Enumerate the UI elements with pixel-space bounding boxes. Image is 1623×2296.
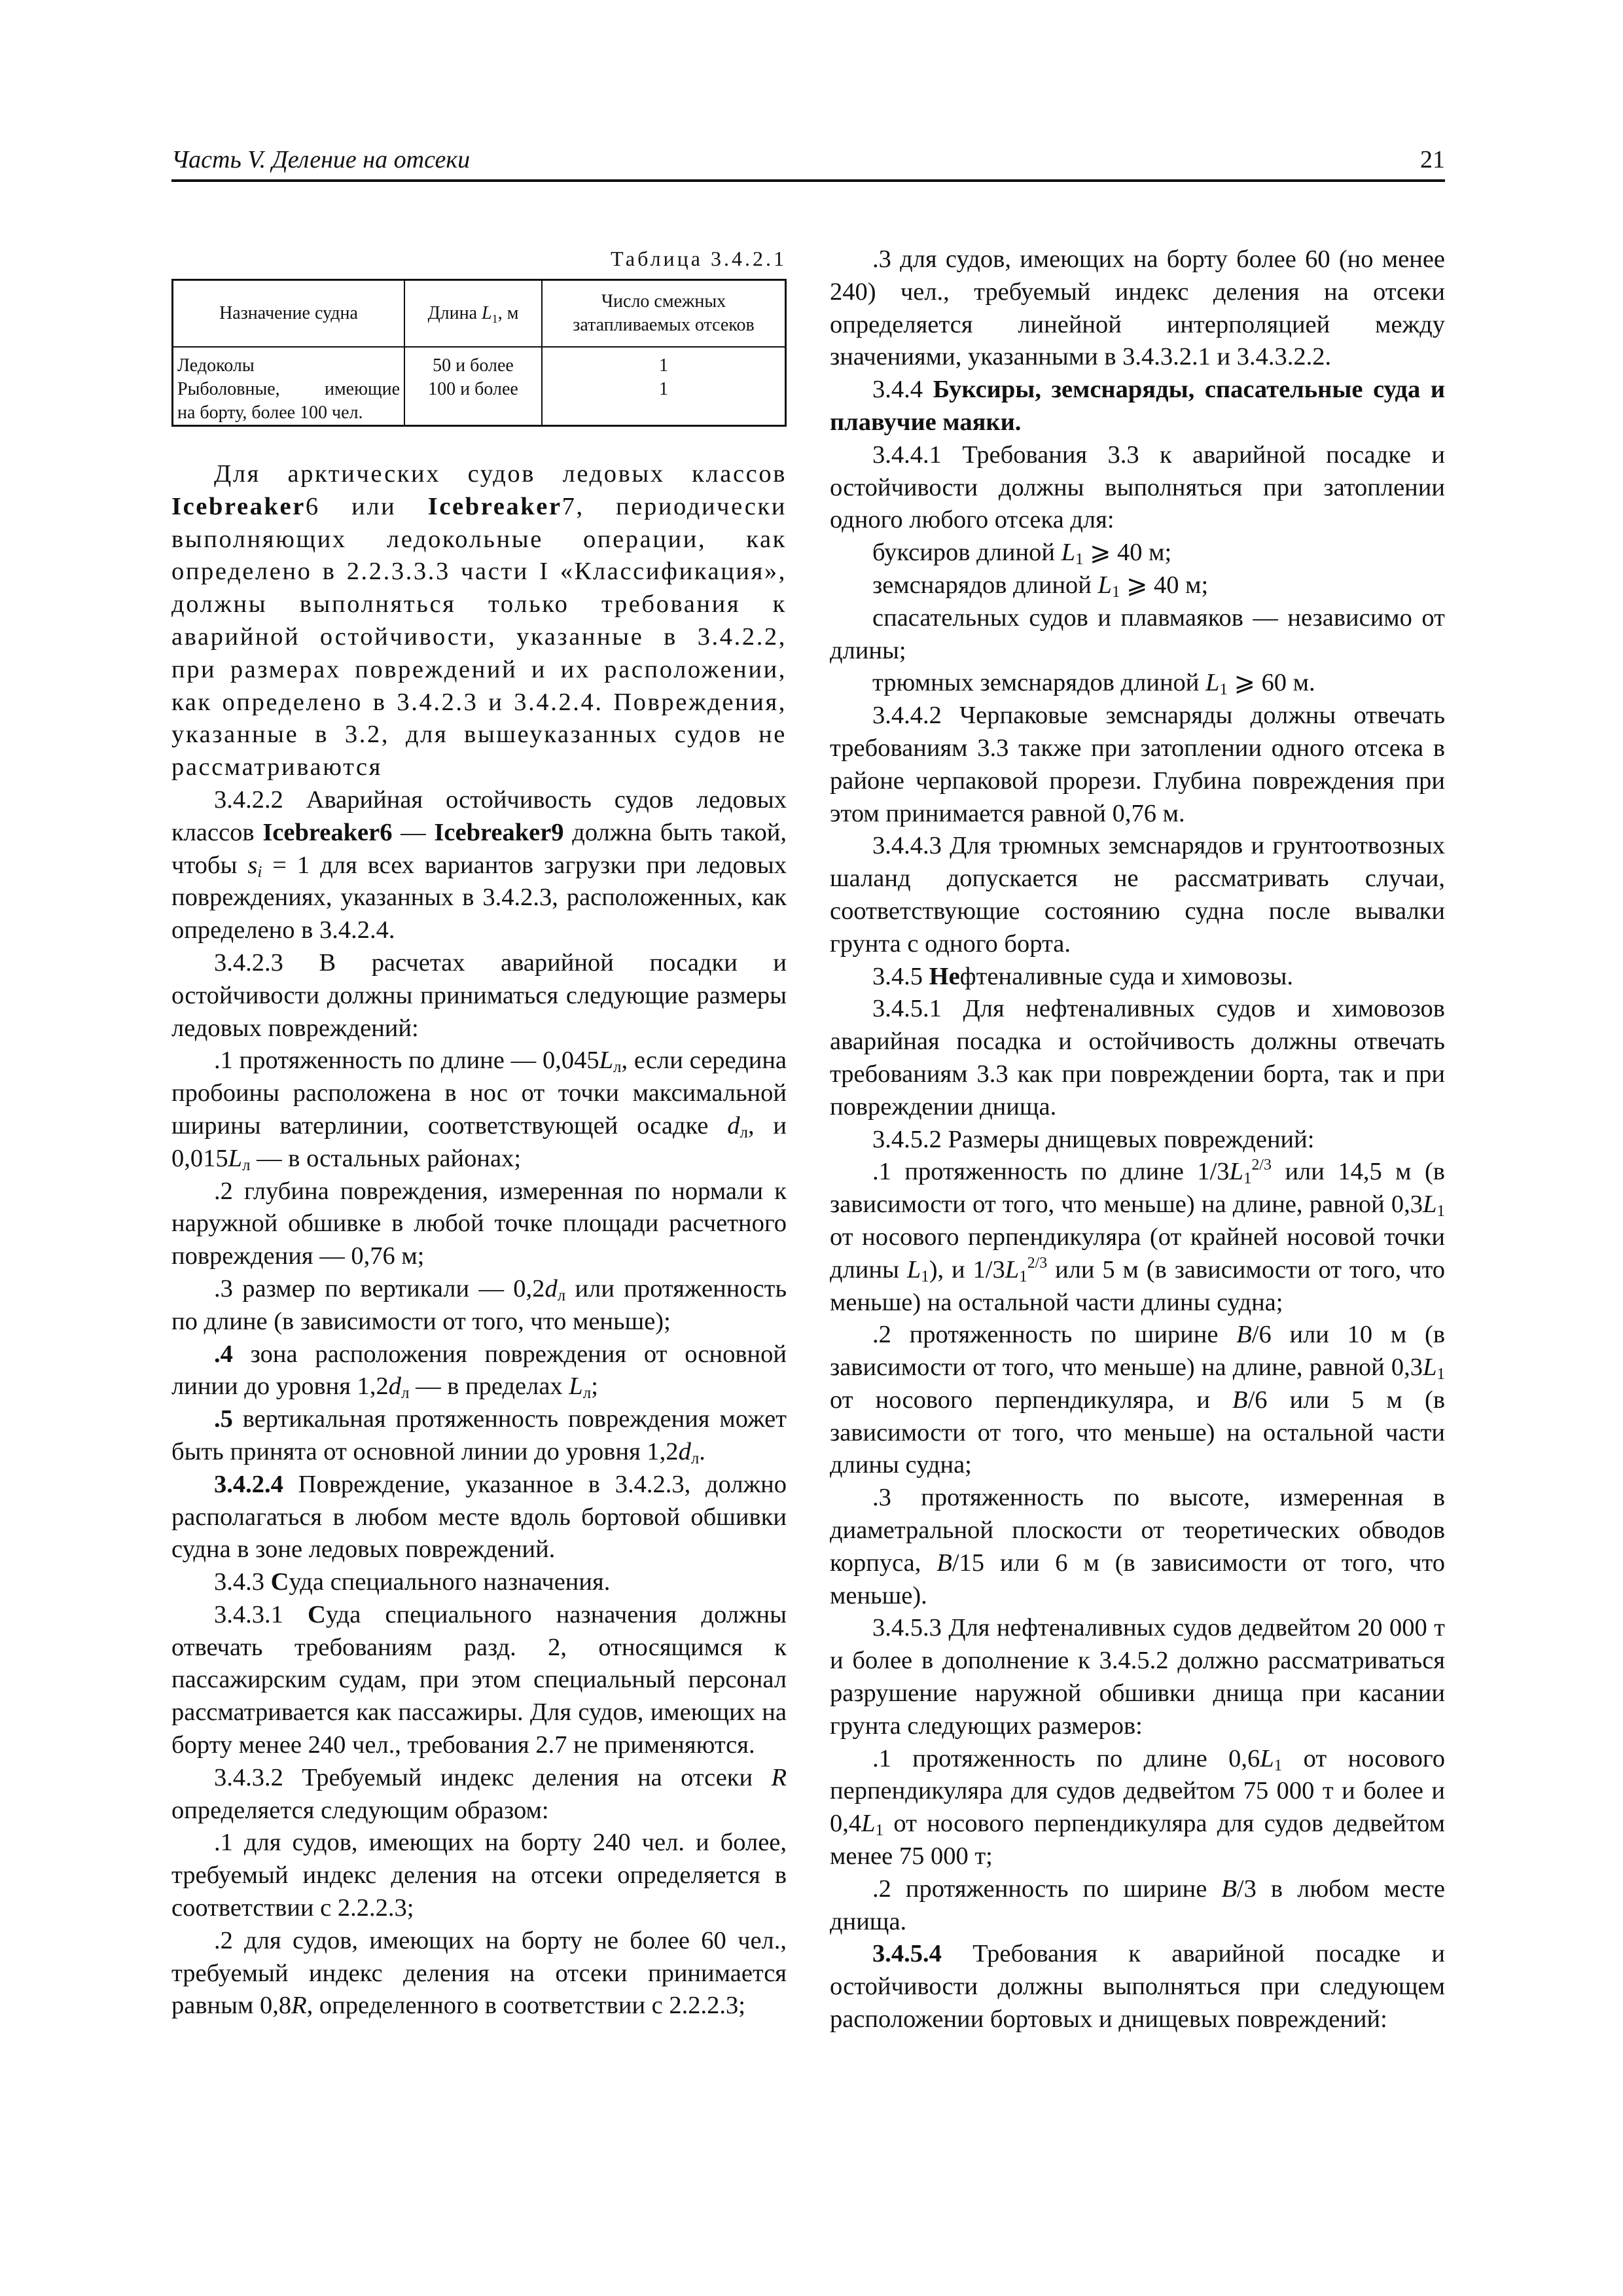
paragraph-3-4-5-2: 3.4.5.2 Размеры днищевых повреждений: xyxy=(872,1125,1315,1153)
paragraph-3-4-4-1: 3.4.4.1 Требования 3.3 к аварийной посадке и остойчивости должны выполняться при затоплении одного любого отсека для: xyxy=(830,440,1445,534)
table-header-row xyxy=(173,280,786,348)
table-header-length: Длина $L_1$, м xyxy=(404,280,542,348)
table-cell-purpose: Ледоколы Рыболовные, имеющие на борту, более 100 чел. xyxy=(173,347,405,426)
paragraph-3-4-5-1: 3.4.5.1 Для нефтеналивных судов и химовозов аварийная посадка и остойчивость должны отвечать требованиям 3.3 как при повреждении борта, так и при повреждении днища. xyxy=(830,995,1445,1121)
item-60-persons: .2 для судов, имеющих на борту не более 60 чел., требуемый индекс деления на отсеки принимается равным 0,8R, определенного в соответствии с 2.2.2.3; xyxy=(171,1926,787,2020)
page-number: 21 xyxy=(1420,146,1445,173)
item-grounding-length: .1 протяженность по длине $0,6L_1$ от носового перпендикуляра для судов дедвейтом 75 000 т и более и $0,4L_1$ от носового перпендикуляра для судов дедвейтом менее 75 000 т; xyxy=(830,1744,1446,1871)
item-bottom-width: .2 протяженность по ширине B/6 или 10 м (в зависимости от того, что меньше) на длине, равной $0,3L_1$ от носового перпендикуляра, и B/6 или 5 м (в зависимости от того, что меньше) на остальной части длины судна; xyxy=(830,1321,1446,1479)
item-damage-zone: .4 зона расположения повреждения от основной линии до уровня $1,2d_л$ — в пределах $L_л$; xyxy=(171,1340,787,1403)
item-damage-depth: .2 глубина повреждения, измеренная по нормали к наружной обшивке в любой точке площади расчетного повреждения — 0,76 м; xyxy=(171,1177,787,1270)
paragraph-3-4-3-1: 3.4.3.1 Суда специального назначения должны отвечать требованиям разд. 2, относящимся к пассажирским судам, при этом специальный персонал рассматривается как пассажиры. Для судов, имеющих на борту менее 240 чел., требования 2.7 не применяются. xyxy=(171,1600,787,1759)
paragraph-3-4-2-2: 3.4.2.2 Аварийная остойчивость судов ледовых классов Icebreaker6 — Icebreaker9 должна быть такой, чтобы $s_i = 1$ для всех вариантов загрузки при ледовых повреждениях, указанных в 3.4.2.3, расположенных, как определено в 3.4.2.4. xyxy=(171,785,787,944)
item-240-persons: .1 для судов, имеющих на борту 240 чел. и более, требуемый индекс деления на отсеки определяется в соответствии с 2.2.2.3; xyxy=(171,1829,787,1922)
table-cell-length: 50 и более 100 и более xyxy=(404,347,542,426)
item-grounding-width: .2 протяженность по ширине B/3 в любом месте днища. xyxy=(830,1874,1445,1935)
table-header-purpose: Назначение судна xyxy=(173,280,405,348)
section-3-4-5-heading: 3.4.5 Нефтеналивные суда и химовозы. xyxy=(872,962,1294,990)
arctic-vessels-paragraph: Для арктических судов ледовых классов Icebreaker6 или Icebreaker7, периодически выполняющих ледокольные операции, как определено в 2.2.3.3.3 части I «Классификация», должны выполняться только требования к аварийной остойчивости, указанные в 3.4.2.2, при размерах повреждений и их расположении, как определено в 3.4.2.3 и 3.4.2.4. Повреждения, указанные в 3.2, для вышеуказанных судов не рассматриваются xyxy=(171,460,787,781)
vessel-table xyxy=(171,279,787,427)
item-tugs: буксиров длиной $L_1$ ⩾ 40 м; xyxy=(872,539,1172,569)
section-3-4-4-heading: 3.4.4 Буксиры, земснаряды, спасательные суда и плавучие маяки. xyxy=(830,376,1445,436)
paragraph-3-4-5-3: 3.4.5.3 Для нефтеналивных судов дедвейтом 20 000 т и более в дополнение к 3.4.5.2 должно рассматриваться разрушение наружной обшивки днища при касании грунта следующих размеров: xyxy=(830,1614,1445,1740)
right-column xyxy=(830,243,1445,2036)
item-bottom-length: .1 протяженность по длине $1/3L_1^{2/3}$ или 14,5 м (в зависимости от того, что меньше) на длине, равной $0,3L_1$ от носового перпендикуляра (от крайней носовой точки длины $L_1$), и $1/3L_1^{2/3}$ или 5 м (в зависимости от того, что меньше) на остальной части длины судна; xyxy=(830,1157,1446,1316)
header-rule xyxy=(171,179,1445,182)
item-dredgers: земснарядов длиной $L_1$ ⩾ 40 м; xyxy=(872,571,1209,601)
paragraph-3-4-2-4: 3.4.2.4 Повреждение, указанное в 3.4.2.3, должно располагаться в любом месте вдоль бортовой обшивки судна в зоне ледовых повреждений. xyxy=(171,1470,787,1564)
running-title: Часть V. Деление на отсеки xyxy=(171,146,471,173)
table-row xyxy=(173,347,786,426)
item-vertical-size: .3 размер по вертикали — $0,2d_л$ или протяженность по длине (в зависимости от того, что меньше); xyxy=(171,1274,787,1335)
left-column xyxy=(171,243,787,2022)
paragraph-3-4-2-3: 3.4.2.3 В расчетах аварийной посадки и остойчивости должны приниматься следующие размеры ледовых повреждений: xyxy=(171,948,787,1042)
item-vertical-extent: .5 вертикальная протяженность повреждения может быть принята от основной линии до уровня $1,2d_л$. xyxy=(171,1405,787,1467)
page-header xyxy=(171,145,1445,179)
item-rescue-vessels: спасательных судов и плавмаяков — независимо от длины; xyxy=(830,603,1445,664)
paragraph-3-4-5-4: 3.4.5.4 Требования к аварийной посадке и остойчивости должны выполняться при следующем расположении бортовых и днищевых повреждений: xyxy=(830,1940,1445,2034)
item-60-240-persons: .3 для судов, имеющих на борту более 60 (но менее 240) чел., требуемый индекс деления на отсеки определяется линейной интерполяцией между значениями, указанными в 3.4.3.2.1 и 3.4.3.2.2. xyxy=(830,245,1445,371)
item-hopper-dredgers: трюмных земснарядов длиной $L_1$ ⩾ 60 м. xyxy=(872,669,1315,699)
item-length-extent: .1 протяженность по длине — $0,045L_л$, если середина пробоины расположена в нос от точки максимальной ширины ватерлинии, соответствующей осадке $d_л$, и $0,015L_л$ — в остальных районах; xyxy=(171,1047,787,1174)
item-bottom-height: .3 протяженность по высоте, измеренная в диаметральной плоскости от теоретических обводов корпуса, B/15 или 6 м (в зависимости от того, что меньше). xyxy=(830,1484,1446,1609)
paragraph-3-4-4-2: 3.4.4.2 Черпаковые земснаряды должны отвечать требованиям 3.3 также при затоплении одного отсека в районе черпаковой прорези. Глубина повреждения при этом принимается равной 0,76 м. xyxy=(830,702,1445,827)
paragraph-3-4-3-2: 3.4.3.2 Требуемый индекс деления на отсеки R определяется следующим образом: xyxy=(171,1763,787,1824)
paragraph-3-4-4-3: 3.4.4.3 Для трюмных земснарядов и грунтоотвозных шаланд допускается не рассматривать случаи, соответствующие состоянию судна после вывалки грунта с одного борта. xyxy=(830,832,1445,958)
table-header-count: Число смежных затапливаемых отсеков xyxy=(542,280,786,348)
table-caption: Таблица 3.4.2.1 xyxy=(611,247,787,270)
table-cell-count: 1 1 xyxy=(542,347,786,426)
section-3-4-3-heading: 3.4.3 Суда специального назначения. xyxy=(214,1568,611,1596)
